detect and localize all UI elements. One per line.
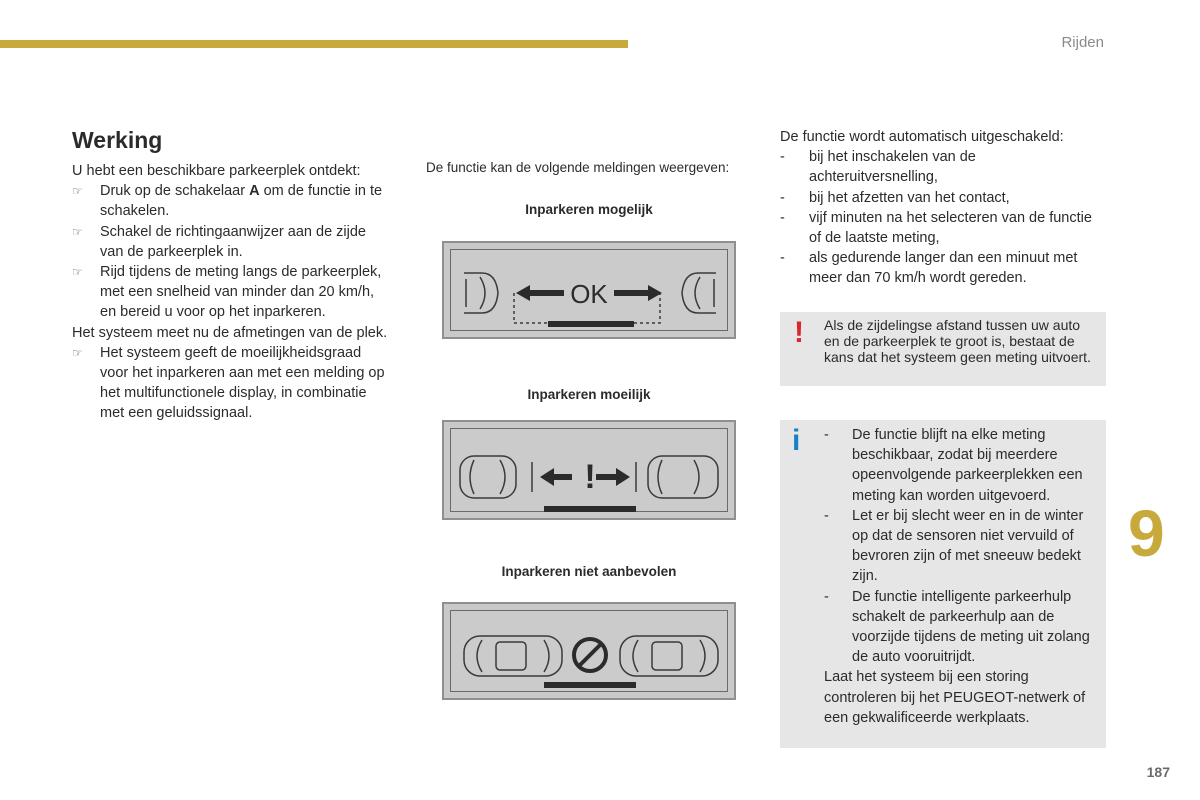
info-body xyxy=(824,425,1102,728)
warning-icon: ! xyxy=(794,316,804,349)
display-parking-possible xyxy=(442,241,736,339)
warning-text: Als de zijdelingse afstand tussen uw auto en de parkeerplek te groot is, bestaat de kans dat het systeem geen meting uitvoert. xyxy=(824,317,1091,366)
list-item: - De functie intelligente parkeerhulp schakelt de parkeerhulp aan de voorzijde tijdens de meting uit zolang de auto vooruitrijdt. xyxy=(824,588,1090,666)
step-item: ☞ Druk op de schakelaar A om de functie in te schakelen. xyxy=(72,183,383,220)
parking-difficult-graphic xyxy=(444,422,738,522)
caption-parking-not-recommended: Inparkeren niet aanbevolen xyxy=(501,564,677,579)
chapter-number: 9 xyxy=(1128,496,1165,570)
switch-label: A xyxy=(249,183,260,200)
caption-parking-possible: Inparkeren mogelijk xyxy=(525,202,653,217)
caption-parking-difficult: Inparkeren moeilijk xyxy=(527,387,651,402)
list-item: - De functie blijft na elke meting beschikbaar, zodat bij meerdere opeenvolgende parkeerplekken een meting kan worden uitgevoerd. xyxy=(824,427,1083,504)
info-box xyxy=(780,420,1106,748)
pointing-hand-icon: ☞ xyxy=(72,345,83,360)
step-list xyxy=(72,343,392,424)
section-title: Rijden xyxy=(1061,34,1104,51)
step-item: ☞ Rijd tijdens de meting langs de parkeerplek, met een snelheid van minder dan 20 km/h, en bereid u voor op het inparkeren. xyxy=(72,264,382,321)
info-list xyxy=(824,425,1102,667)
deactivation-list xyxy=(780,147,1100,288)
info-icon: i xyxy=(792,424,801,457)
step-item: ☞ Schakel de richtingaanwijzer aan de zijde van de parkeerplek in. xyxy=(72,223,366,260)
list-item: - bij het afzetten van het contact, xyxy=(780,189,1010,206)
step-item: ☞ Het systeem geeft de moeilijkheidsgraad voor het inparkeren aan met een melding op het multifunctionele display, in combinatie met een geluidssignaal. xyxy=(72,344,385,422)
pointing-hand-icon: ☞ xyxy=(72,184,83,199)
parking-not-recommended-graphic xyxy=(444,604,738,702)
measure-text: Het systeem meet nu de afmetingen van de plek. xyxy=(72,324,388,341)
section-heading: Werking xyxy=(72,127,163,153)
intro-text: U hebt een beschikbare parkeerplek ontdekt: xyxy=(72,163,361,179)
column-werking xyxy=(72,126,392,424)
column-deactivation xyxy=(780,127,1100,289)
list-item: - vijf minuten na het selecteren van de functie of de laatste meting, xyxy=(780,209,1092,247)
display-parking-difficult xyxy=(442,420,736,520)
exclamation-mark: ! xyxy=(584,458,596,496)
list-item: - bij het inschakelen van de achteruitversnelling, xyxy=(780,149,976,186)
list-item: - als gedurende langer dan een minuut met meer dan 70 km/h wordt gereden. xyxy=(780,250,1078,287)
header-accent-bar xyxy=(0,40,628,48)
pointing-hand-icon: ☞ xyxy=(72,265,83,280)
info-footer: Laat het systeem bij een storing controleren bij het PEUGEOT-netwerk of een gekwalificeerde werkplaats. xyxy=(824,669,1086,726)
prohibited-icon xyxy=(574,639,606,671)
deactivation-intro: De functie wordt automatisch uitgeschakeld: xyxy=(780,129,1064,145)
display-parking-not-recommended xyxy=(442,602,736,700)
page-number: 187 xyxy=(1146,764,1170,780)
parking-possible-graphic xyxy=(444,243,738,341)
step-list xyxy=(72,181,392,322)
list-item: - Let er bij slecht weer en in de winter op dat de sensoren niet vervuild of bevroren zijn of met sneeuw bedekt zijn. xyxy=(824,507,1084,585)
pointing-hand-icon: ☞ xyxy=(72,224,83,239)
messages-intro: De functie kan de volgende meldingen weergeven: xyxy=(426,160,730,175)
ok-text: OK xyxy=(570,279,608,309)
warning-box xyxy=(780,312,1106,386)
